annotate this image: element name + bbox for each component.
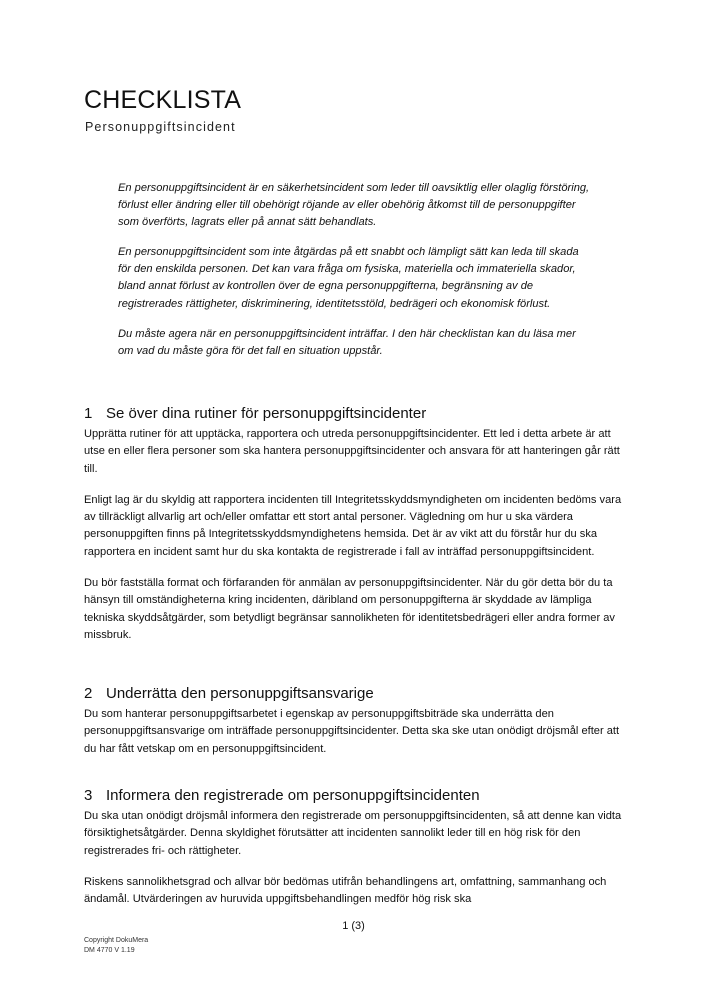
section-heading [84, 404, 629, 424]
section-title: Underrätta den personuppgiftsansvarige [106, 685, 374, 702]
section-1 [84, 404, 629, 658]
page-number: 1 (3) [342, 920, 365, 932]
section-paragraph: Du ska utan onödigt dröjsmål informera den registrerade om personuppgiftsincidenten, så att denne kan vidta försiktighetsåtgärder. Denna skyldighet förutsätter att incidenten sannolikt leder till en hög risk för den registrerades fri- och rättigheter. [84, 810, 622, 857]
section-number: 3 [84, 787, 93, 804]
section-paragraph: Enligt lag är du skyldig att rapportera incidenten till Integritetsskyddsmyndigheten om incidenten bedöms vara av tillräckligt allvarlig art och/eller omfattar ett stort antal personer. Vägledning om hur u ska värdera personuppgiften finns på Integritetsskyddsmyndighetens hemsida. Det är av vikt att du förstår hur du ska rapportera en incident samt hur du ska kontakta de registrerade i fall av inträffad personuppgiftsincident. [84, 493, 622, 558]
document-title: CHECKLISTA [84, 86, 242, 114]
section-paragraph: Du bör fastställa format och förfaranden för anmälan av personuppgiftsincidenter. När du gör detta bör du ta hänsyn till omständigheterna kring incidenten, däribland om personuppgifterna är skyddade av lämpliga tekniska skyddsåtgärder, som betydligt begränsar sannolikheten för identitetsbedrägeri eller andra former av missbruk. [84, 577, 615, 641]
section-title: Se över dina rutiner för personuppgiftsincidenter [106, 405, 427, 422]
intro-paragraph: En personuppgiftsincident är en säkerhetsincident som leder till oavsiktlig eller olaglig förstöring, förlust eller ändring eller till obehörigt röjande av eller obehörig åtkomst till de personuppgifter som överförts, lagrats eller på annat sätt behandlats. [118, 182, 590, 229]
section-2 [84, 684, 629, 772]
intro-paragraph: En personuppgiftsincident som inte åtgärdas på ett snabbt och lämpligt sätt kan leda till skada för den enskilda personen. Det kan vara fråga om fysiska, materiella och immateriella skador, bland annat förlust av kontrollen över de egna personuppgifterna, begränsning av de registrerades rättigheter, diskriminering, identitetsstöld, bedrägeri och ekonomisk förlust. [118, 246, 579, 310]
copyright-text: Copyright DokuMera [84, 937, 149, 944]
document-subtitle: Personuppgiftsincident [85, 120, 236, 134]
section-paragraph: Upprätta rutiner för att upptäcka, rapportera och utreda personuppgiftsincidenter. Ett led i detta arbete är att utse en eller flera personer som ska hantera personuppgiftsincidenter och ansvara för att hanteringen går rätt till. [84, 428, 620, 475]
section-3 [84, 786, 629, 910]
section-number: 2 [84, 685, 93, 702]
section-number: 1 [84, 405, 93, 422]
intro-paragraph: Du måste agera när en personuppgiftsincident inträffar. I den här checklistan kan du läsa mer om vad du måste göra för det fall en situation uppstår. [118, 327, 576, 357]
section-heading [84, 786, 629, 806]
section-paragraph: Du som hanterar personuppgiftsarbetet i egenskap av personuppgiftsbiträde ska underrätta den personuppgiftsansvarige om inträffade personuppgiftsincidenter. Detta ska ske utan onödigt dröjsmål efter att du har fått vetskap om en personuppgiftsincident. [84, 708, 620, 755]
section-paragraph: Riskens sannolikhetsgrad och allvar bör bedömas utifrån behandlingens art, omfattning, sammanhang och ändamål. Utvärderingen av huruvida uppgiftsbehandlingen medför hög risk ska [84, 875, 607, 906]
document-id: DM 4770 V 1.19 [84, 947, 135, 954]
section-heading [84, 684, 629, 704]
section-title: Informera den registrerade om personuppgiftsincidenten [106, 787, 480, 804]
intro-block [118, 180, 593, 373]
footer [84, 936, 148, 956]
